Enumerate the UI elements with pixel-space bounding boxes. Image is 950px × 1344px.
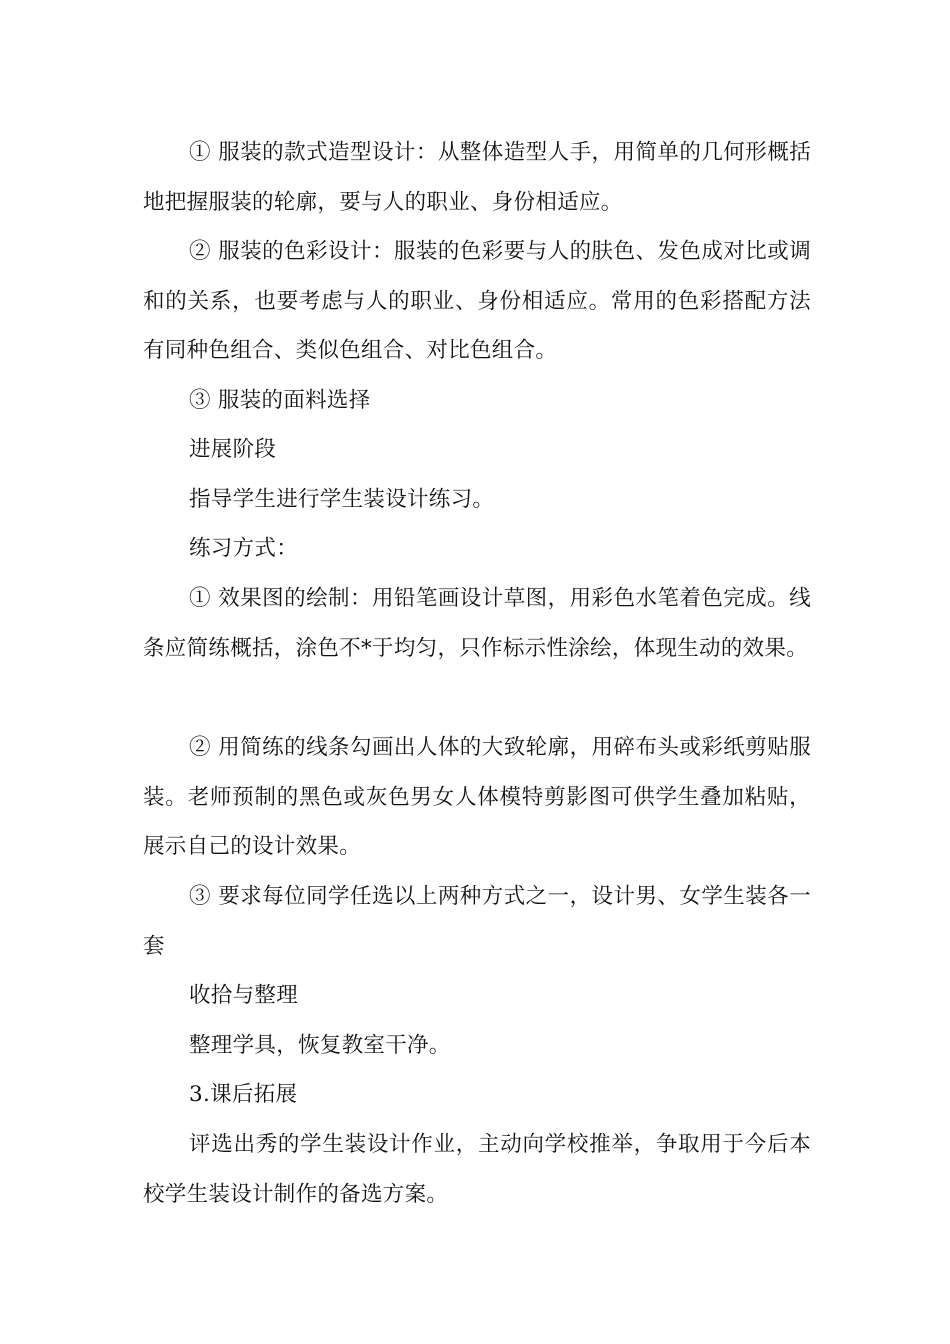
paragraph-collage-method: ② 用简练的线条勾画出人体的大致轮廓，用碎布头或彩纸剪贴服装。老师预制的黑色或灰色男女人体模特剪影图可供学生叠加粘贴，展示自己的设计效果。 (143, 735, 811, 860)
section-heading-tidy-up: 收拾与整理 (189, 983, 299, 1008)
section-heading-progress-stage: 进展阶段 (189, 437, 277, 462)
paragraph-select-works: 评选出秀的学生装设计作业，主动向学校推举，争取用于今后本校学生装设计制作的备选方案。 (143, 1132, 811, 1207)
paragraph-rendering-drawing: ① 效果图的绘制：用铅笔画设计草图，用彩色水笔着色完成。线条应简练概括，涂色不*于均匀，只作标示性涂绘，体现生动的效果。 (143, 586, 811, 661)
section-heading-after-class: 3.课后拓展 (189, 1082, 298, 1107)
paragraph-practice-methods: 练习方式： (189, 536, 299, 561)
paragraph-color-design: ② 服装的色彩设计：服装的色彩要与人的肤色、发色成对比或调和的关系，也要考虑与人的职业、身份相适应。常用的色彩搭配方法有同种色组合、类似色组合、对比色组合。 (143, 239, 811, 364)
paragraph-fabric-selection: ③ 服装的面料选择 (189, 388, 371, 413)
paragraph-guide-students: 指导学生进行学生装设计练习。 (189, 487, 495, 512)
paragraph-style-design: ① 服装的款式造型设计：从整体造型人手，用简单的几何形概括地把握服装的轮廓，要与人的职业、身份相适应。 (143, 140, 811, 215)
paragraph-requirement: ③ 要求每位同学任选以上两种方式之一，设计男、女学生装各一套 (143, 884, 811, 959)
paragraph-tidy-classroom: 整理学具，恢复教室干净。 (189, 1033, 451, 1058)
